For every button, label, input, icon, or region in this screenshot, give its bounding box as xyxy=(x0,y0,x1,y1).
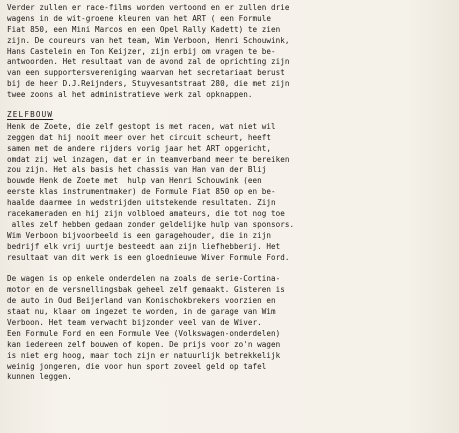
section-heading: ZELFBOUW xyxy=(7,110,54,120)
text-line: staat nu, klaar om ingezet te worden, in de garage van Wim xyxy=(7,307,276,317)
text-line: antwoorden. Het resultaat van de avond zal de oprichting zijn xyxy=(7,57,290,67)
text-line: racekameraden en hij zijn volbloed amateurs, die tot nog toe xyxy=(7,209,285,219)
text-line: eerste klas instrumentmaker) de Formule Fiat 850 op en be- xyxy=(7,187,276,197)
text-line: Verboon. Het team verwacht bijzonder veel van de Wiver. xyxy=(7,317,262,327)
text-line: Verder zullen er race-films worden vertoond en er zullen drie xyxy=(7,3,290,12)
text-line: Wim Verboon bijvoorbeeld is een garagehouder, die in zijn xyxy=(7,230,272,240)
text-line: motor en de versnellingsbak geheel zelf gemaakt. Gisteren is xyxy=(7,285,285,295)
zelfbouw-paragraph xyxy=(7,122,455,264)
text-line: bouwde Henk de Zoete met hulp van Henri Schouwink (een xyxy=(7,176,262,186)
typewritten-text xyxy=(7,3,455,383)
text-line: bedrijf elk vrij uurtje besteedt aan zijn liefhebberij. Het xyxy=(7,241,281,251)
text-line: resultaat van dit werk is een gloednieuwe Wiver Formule Ford. xyxy=(7,252,290,262)
text-line: samen met de andere rijders vorig jaar het ART opgericht, xyxy=(7,143,272,153)
text-line: haalde daarmee in wedstrijden uitstekende resultaten. Zijn xyxy=(7,198,276,208)
section-heading-block xyxy=(7,110,455,121)
text-line: Henk de Zoete, die zelf gestopt is met racen, wat niet wil xyxy=(7,121,276,131)
intro-paragraph xyxy=(7,3,455,101)
text-line: alles zelf hebben gedaan zonder geldelijke hulp van sponsors. xyxy=(7,219,295,229)
text-line: bij de heer D.J.Reijnders, Stuyvesantstraat 280, die met zijn xyxy=(7,79,290,89)
wagen-paragraph xyxy=(7,274,455,383)
text-line: Fiat 850, een Mini Marcos en een Opel Rally Kadett) te zien xyxy=(7,24,281,34)
text-line: twee zoons al het administratieve werk zal opknappen. xyxy=(7,90,253,100)
text-line: is niet erg hoog, maar toch zijn er natuurlijk betrekkelijk xyxy=(7,350,281,360)
text-line: kunnen leggen. xyxy=(7,372,72,382)
text-line: Hans Castelein en Ton Keijzer, zijn erbij om vragen te be- xyxy=(7,46,276,56)
text-line: zeggen dat hij nooit meer over het circuit scheurt, heeft xyxy=(7,132,272,142)
text-line: zijn. De coureurs van het team, Wim Verboon, Henri Schouwink, xyxy=(7,35,290,45)
paragraph-gap xyxy=(7,263,455,274)
text-line: wagens in de wit-groene kleuren van het ART ( een Formule xyxy=(7,13,272,23)
text-line: omdat zij wel inzagen, dat er in teamverband meer te bereiken xyxy=(7,154,290,164)
text-line: kan iedereen zelf bouwen of kopen. De prijs voor zo'n wagen xyxy=(7,339,281,349)
text-line: Een Formule Ford en een Formule Vee (Volkswagen-onderdelen) xyxy=(7,328,281,338)
text-line: weinig jongeren, die voor hun sport zoveel geld op tafel xyxy=(7,361,267,371)
text-line: van een supportersvereniging waarvan het secretariaat berust xyxy=(7,68,285,78)
text-line: de auto in Oud Beijerland van Konischokbrekers voorzien en xyxy=(7,296,276,306)
text-line: De wagen is op enkele onderdelen na zoals de serie-Cortina- xyxy=(7,274,281,284)
text-line: zou zijn. Het als basis het chassis van Han van der Blij xyxy=(7,165,267,175)
